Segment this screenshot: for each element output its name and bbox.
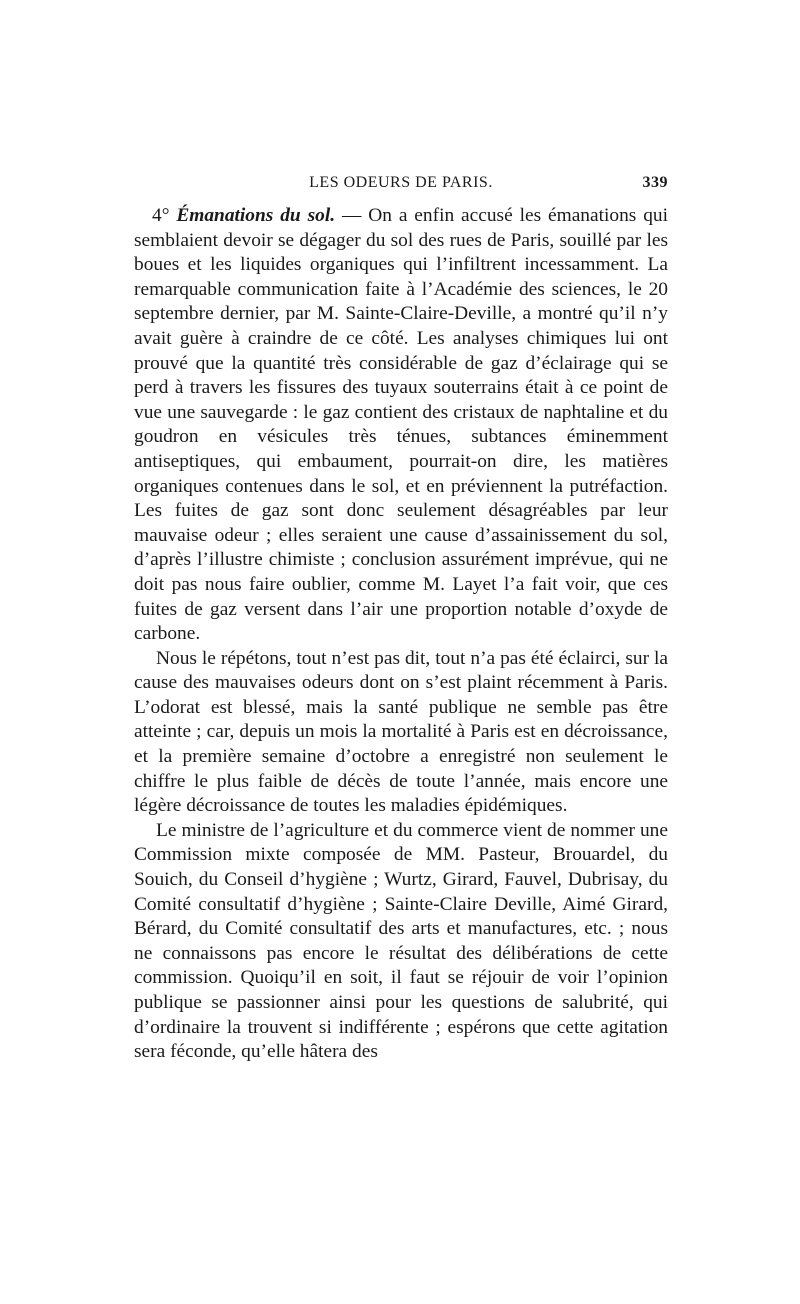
paragraph-1-text: On a enfin accusé les émanations qui semblaient devoir se dégager du sol des rues de Paris, souillé par les boues et les liquides organiques qui l’infiltrent incessamment. La remarquable communication faite à l’Académie des sciences, le 20 septembre dernier, par M. Sainte-Claire-Deville, a montré qu’il n’y avait guère à craindre de ce côté. Les analyses chimiques lui ont prouvé que la quantité très considérable de gaz d’éclairage qui se perd à travers les fissures des tuyaux souterrains était à ce point de vue une sauvegarde : le gaz contient des cristaux de naphtaline et du goudron en vésicules très ténues, subtances éminemment antiseptiques, qui embaument, pourrait-on dire, les matières organiques contenues dans le sol, et en préviennent la putréfaction. Les fuites de gaz sont donc seulement désagréables par leur mauvaise odeur ; elles seraient une cause d’assainissement du sol, d’après l’illustre chimiste ; conclusion assurément imprévue, qui ne doit pas nous faire oublier, comme M. Layet l’a fait voir, que ces fuites de gaz versent dans l’air une proportion notable d’oxyde de carbone. xyxy=(134,205,668,645)
section-dash: — xyxy=(335,205,369,226)
paragraph-2: Nous le répétons, tout n’est pas dit, tout n’a pas été éclairci, sur la cause des mauvaises odeurs dont on s’est plaint récemment à Paris. L’odorat est blessé, mais la santé publique ne semble pas être atteinte ; car, depuis un mois la mortalité à Paris est en décroissance, et la première semaine d’octobre a enregistré non seulement le chiffre le plus faible de décès de toute l’année, mais encore une légère décroissance de toutes les maladies épidémiques. xyxy=(134,647,668,817)
paragraph-1 xyxy=(134,204,668,647)
section-number: 4° xyxy=(152,205,170,226)
running-title: LES ODEURS DE PARIS. xyxy=(309,174,493,191)
section-title: Émanations du sol. xyxy=(176,205,336,226)
page-number: 339 xyxy=(642,174,668,191)
paragraph-3: Le ministre de l’agriculture et du commerce vient de nommer une Commission mixte composée de MM. Pasteur, Brouardel, du Souich, du Conseil d’hygiène ; Wurtz, Girard, Fauvel, Dubrisay, du Comité consultatif d’hygiène ; Sainte-Claire Deville, Aimé Girard, Bérard, du Comité consultatif des arts et manufactures, etc. ; nous ne connaissons pas encore le résultat des délibérations de cette commission. Quoiqu’il en soit, il faut se réjouir de voir l’opinion publique se passionner ainsi pour les questions de salubrité, qui d’ordinaire la trouvent si indifférente ; espérons que cette agitation sera féconde, qu’elle hâtera des xyxy=(134,819,668,1063)
running-head xyxy=(134,174,668,196)
text-body xyxy=(134,204,668,1065)
